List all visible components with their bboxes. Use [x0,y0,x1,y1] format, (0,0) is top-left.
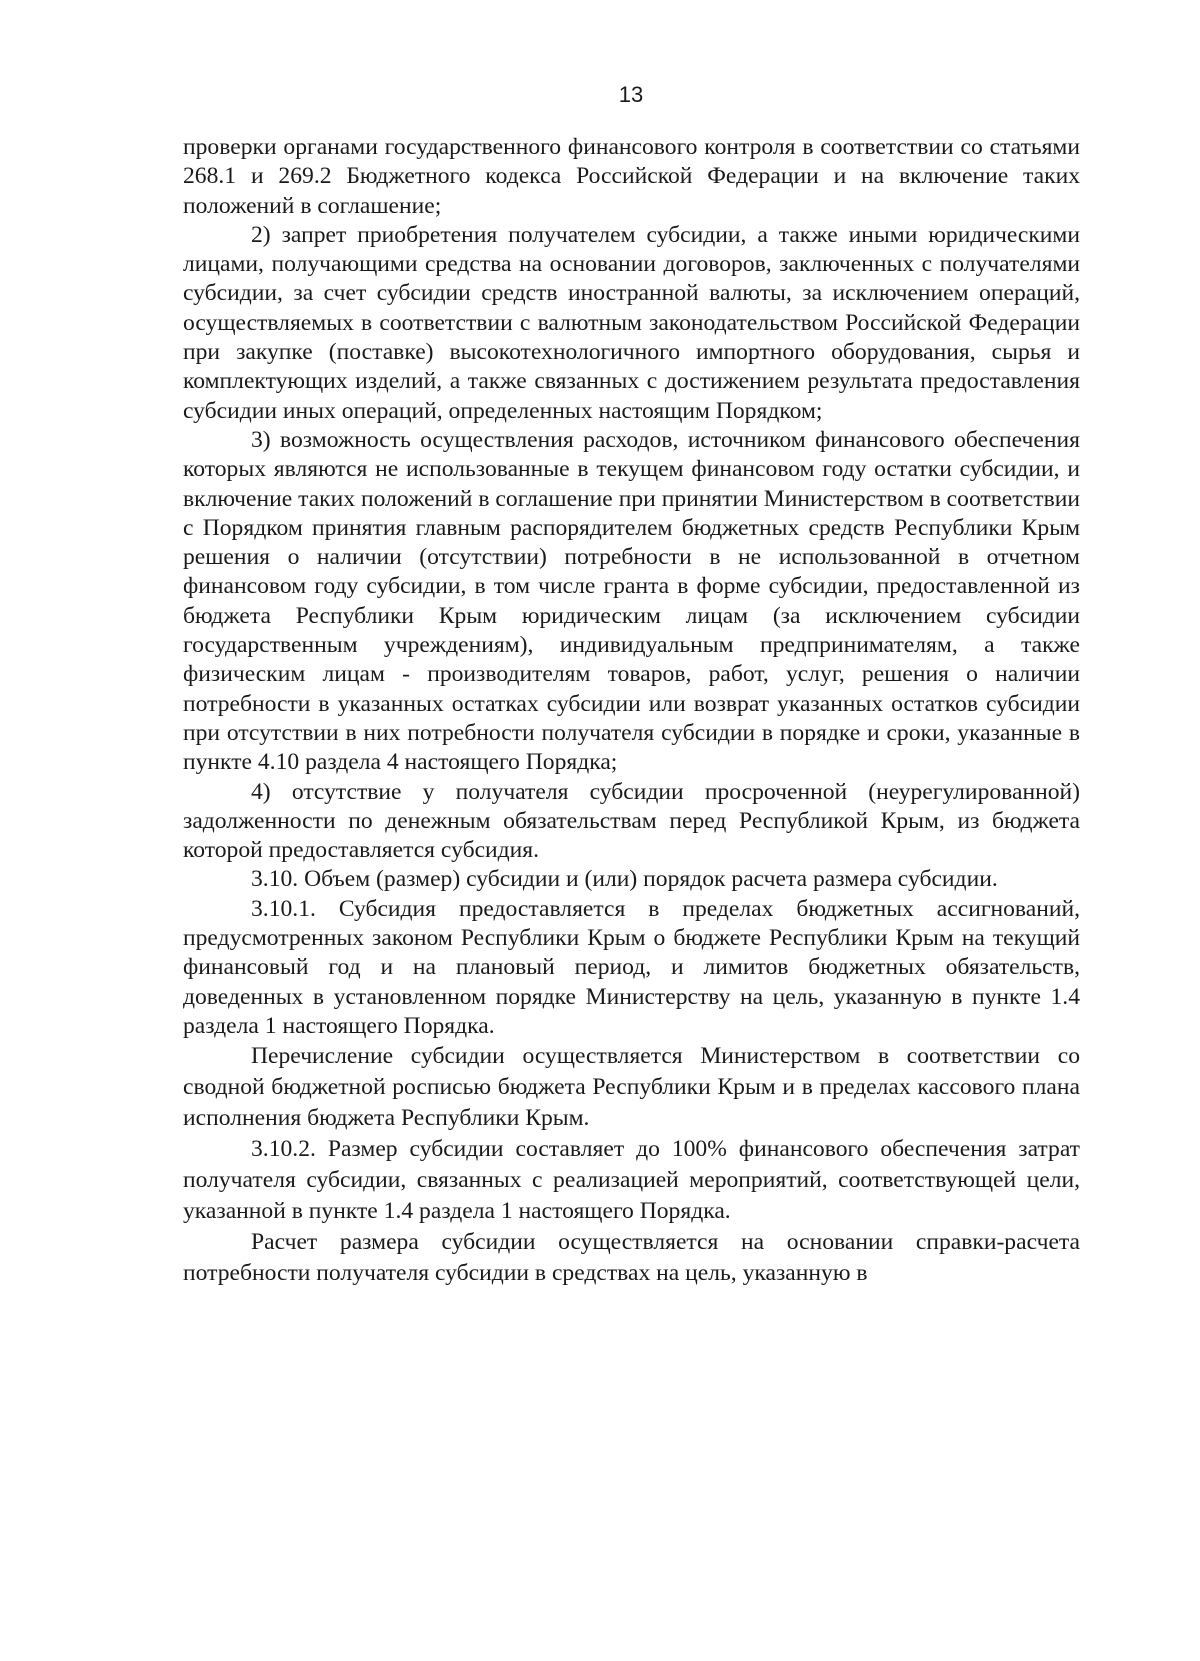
document-body [183,133,1080,1289]
paragraph-item-2: 2) запрет приобретения получателем субсидии, а также иными юридическими лицами, получающими средства на основании договоров, заключенных с получателями субсидии, за счет субсидии средств иностранной валюты, за исключением операций, осуществляемых в соответствии с валютным законодательством Российской Федерации при закупке (поставке) высокотехнологичного импортного оборудования, сырья и комплектующих изделий, а также связанных с достижением результата предоставления субсидии иных операций, определенных настоящим Порядком; [183,221,1080,424]
paragraph-calculation: Расчет размера субсидии осуществляется на основании справки-расчета потребности получателя субсидии в средствах на цель, указанную в [183,1229,1080,1287]
paragraph-item-4: 4) отсутствие у получателя субсидии просроченной (неурегулированной) задолженности по денежным обязательствам перед Республикой Крым, из бюджета которой предоставляется субсидия. [183,778,1080,864]
paragraph-item-3: 3) возможность осуществления расходов, источником финансового обеспечения которых являются не использованные в текущем финансовом году остатки субсидии, и включение таких положений в соглашение при принятии Министерством в соответствии с Порядком принятия главным распорядителем бюджетных средств Республики Крым решения о наличии (отсутствии) потребности в не использованной в отчетном финансовом году субсидии, в том числе гранта в форме субсидии, предоставленной из бюджета Республики Крым юридическим лицам (за исключением субсидии государственным учреждениям), индивидуальным предпринимателям, а также физическим лицам - производителям товаров, работ, услуг, решения о наличии потребности в указанных остатках субсидии или возврат указанных остатков субсидии при отсутствии в них потребности получателя субсидии в порядке и сроки, указанные в пункте 4.10 раздела 4 настоящего Порядка; [183,426,1080,776]
paragraph-transfer: Перечисление субсидии осуществляется Министерством в соответствии со сводной бюджетной росписью бюджета Республики Крым и в пределах кассового плана исполнения бюджета Республики Крым. [183,1043,1080,1132]
page-number: 13 [618,82,644,107]
paragraph-section-3-10: 3.10. Объем (размер) субсидии и (или) порядок расчета размера субсидии. [251,866,998,893]
paragraph-section-3-10-2: 3.10.2. Размер субсидии составляет до 100% финансового обеспечения затрат получателя субсидии, связанных с реализацией мероприятий, соответствующей цели, указанной в пункте 1.4 раздела 1 настоящего Порядка. [183,1136,1080,1225]
paragraph-section-3-10-1: 3.10.1. Субсидия предоставляется в пределах бюджетных ассигнований, предусмотренных законом Республики Крым о бюджете Республики Крым на текущий финансовый год и на плановый период, и лимитов бюджетных обязательств, доведенных в установленном порядке Министерству на цель, указанную в пункте 1.4 раздела 1 настоящего Порядка. [183,895,1080,1039]
paragraph-continuation: проверки органами государственного финансового контроля в соответствии со статьями 268.1 и 269.2 Бюджетного кодекса Российской Федерации и на включение таких положений в соглашение; [183,134,1080,219]
